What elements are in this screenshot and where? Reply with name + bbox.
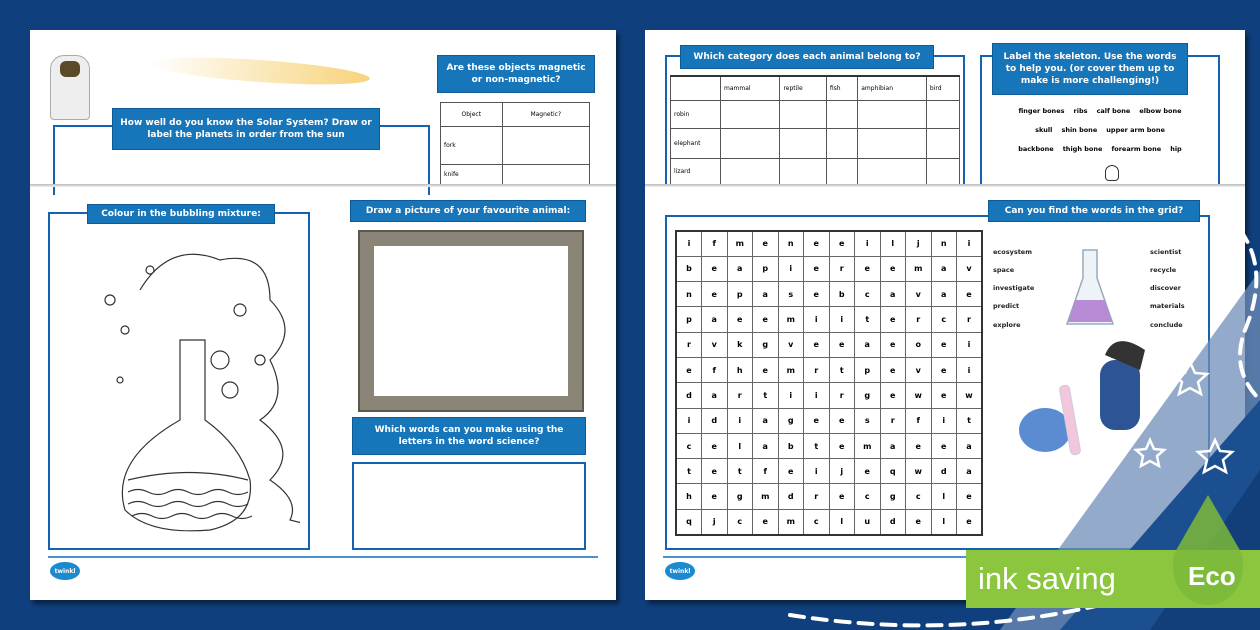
grid-cell[interactable]: b xyxy=(829,282,855,307)
grid-cell[interactable]: a xyxy=(931,282,957,307)
grid-cell[interactable]: a xyxy=(957,433,983,458)
grid-cell[interactable]: e xyxy=(931,433,957,458)
word-left: explore xyxy=(993,321,1021,329)
grid-cell[interactable]: e xyxy=(957,484,983,509)
grid-cell[interactable]: i xyxy=(855,231,881,256)
grid-cell[interactable]: e xyxy=(931,357,957,382)
grid-cell[interactable]: m xyxy=(855,433,881,458)
grid-cell[interactable]: v xyxy=(906,282,932,307)
eco-label: Eco xyxy=(1188,561,1236,591)
grid-cell[interactable]: a xyxy=(753,282,779,307)
grid-cell[interactable]: e xyxy=(702,282,728,307)
grid-cell[interactable]: m xyxy=(778,509,804,534)
grid-cell[interactable]: i xyxy=(804,383,830,408)
grid-cell[interactable]: e xyxy=(804,332,830,357)
grid-cell[interactable]: m xyxy=(753,484,779,509)
grid-cell[interactable]: i xyxy=(957,357,983,382)
grid-cell[interactable]: e xyxy=(804,256,830,281)
grid-cell[interactable]: t xyxy=(676,459,702,484)
grid-cell[interactable]: p xyxy=(855,357,881,382)
grid-cell[interactable]: t xyxy=(804,433,830,458)
grid-cell[interactable]: a xyxy=(753,408,779,433)
word-left: investigate xyxy=(993,284,1035,292)
grid-cell[interactable]: a xyxy=(727,256,753,281)
grid-cell[interactable]: i xyxy=(931,408,957,433)
magnetic-row: fork xyxy=(441,127,503,165)
word-right: conclude xyxy=(1150,321,1183,329)
draw-animal-title: Draw a picture of your favourite animal: xyxy=(350,200,586,222)
grid-cell[interactable]: g xyxy=(778,408,804,433)
grid-cell[interactable]: e xyxy=(702,484,728,509)
word-left: predict xyxy=(993,302,1020,310)
grid-cell[interactable]: i xyxy=(778,383,804,408)
grid-cell[interactable]: r xyxy=(727,383,753,408)
grid-cell[interactable]: f xyxy=(702,231,728,256)
grid-cell[interactable]: c xyxy=(804,509,830,534)
grid-cell[interactable]: e xyxy=(855,256,881,281)
grid-cell[interactable]: w xyxy=(957,383,983,408)
category-table: mammal reptile fish amphibian bird robin elephant lizard xyxy=(670,75,960,185)
grid-cell[interactable]: e xyxy=(829,484,855,509)
grid-cell[interactable]: d xyxy=(931,459,957,484)
grid-cell[interactable]: k xyxy=(727,332,753,357)
grid-cell[interactable]: h xyxy=(727,357,753,382)
grid-cell[interactable]: s xyxy=(778,282,804,307)
grid-cell[interactable]: e xyxy=(753,357,779,382)
grid-cell[interactable]: r xyxy=(906,307,932,332)
grid-cell[interactable]: c xyxy=(906,484,932,509)
grid-cell[interactable]: e xyxy=(880,383,906,408)
grid-cell[interactable]: p xyxy=(753,256,779,281)
grid-cell[interactable]: f xyxy=(702,357,728,382)
grid-cell[interactable]: a xyxy=(702,383,728,408)
grid-cell[interactable]: e xyxy=(702,256,728,281)
grid-cell[interactable]: u xyxy=(855,509,881,534)
grid-cell[interactable]: e xyxy=(804,231,830,256)
grid-cell[interactable]: t xyxy=(957,408,983,433)
grid-cell[interactable]: l xyxy=(727,433,753,458)
science-words-title: Which words can you make using the letters in the word science? xyxy=(352,417,586,455)
grid-cell[interactable]: a xyxy=(957,459,983,484)
grid-cell[interactable]: v xyxy=(778,332,804,357)
twinkl-logo: twinkl xyxy=(50,562,80,580)
magnetic-table: Object Magnetic? fork knife xyxy=(440,102,590,185)
word-left: space xyxy=(993,266,1015,274)
grid-cell[interactable]: m xyxy=(906,256,932,281)
grid-cell[interactable]: o xyxy=(906,332,932,357)
grid-cell[interactable]: e xyxy=(753,509,779,534)
grid-cell[interactable]: p xyxy=(676,307,702,332)
grid-cell[interactable]: f xyxy=(906,408,932,433)
grid-cell[interactable]: i xyxy=(804,307,830,332)
grid-cell[interactable]: p xyxy=(727,282,753,307)
word-right: scientist xyxy=(1150,248,1182,256)
grid-cell[interactable]: e xyxy=(702,433,728,458)
grid-cell[interactable]: e xyxy=(880,357,906,382)
grid-cell[interactable]: i xyxy=(957,231,983,256)
grid-cell[interactable]: v xyxy=(702,332,728,357)
grid-cell[interactable]: a xyxy=(880,282,906,307)
word-left: ecosystem xyxy=(993,248,1032,256)
grid-cell[interactable]: r xyxy=(880,408,906,433)
grid-cell[interactable]: e xyxy=(753,307,779,332)
word-right: materials xyxy=(1150,302,1185,310)
grid-cell[interactable]: e xyxy=(880,307,906,332)
grid-cell[interactable]: l xyxy=(880,231,906,256)
grid-cell[interactable]: r xyxy=(957,307,983,332)
animal-row: elephant xyxy=(671,128,721,158)
solar-system-title: How well do you know the Solar System? Draw or label the planets in order from the sun xyxy=(112,108,380,150)
grid-cell[interactable]: j xyxy=(906,231,932,256)
wordsearch-title: Can you find the words in the grid? xyxy=(988,200,1200,222)
grid-cell[interactable]: a xyxy=(753,433,779,458)
grid-cell[interactable]: l xyxy=(829,509,855,534)
skeleton-word-bank: finger bones ribs calf bone elbow bone skull shin bone upper arm bone backbone thigh bone forearm bone hip xyxy=(1018,107,1182,153)
grid-cell[interactable]: a xyxy=(931,256,957,281)
grid-cell[interactable]: t xyxy=(855,307,881,332)
grid-cell[interactable]: c xyxy=(931,307,957,332)
grid-cell[interactable]: e xyxy=(778,459,804,484)
grid-cell[interactable]: q xyxy=(880,459,906,484)
grid-cell[interactable]: e xyxy=(906,433,932,458)
grid-cell[interactable]: r xyxy=(829,256,855,281)
grid-cell[interactable]: a xyxy=(855,332,881,357)
grid-cell[interactable]: v xyxy=(906,357,932,382)
grid-cell[interactable]: w xyxy=(906,383,932,408)
grid-cell[interactable]: m xyxy=(778,357,804,382)
animal-row: robin xyxy=(671,100,721,128)
ink-saving-badge xyxy=(966,550,1260,608)
grid-cell[interactable]: w xyxy=(906,459,932,484)
grid-cell[interactable]: e xyxy=(855,459,881,484)
grid-cell[interactable]: g xyxy=(855,383,881,408)
grid-cell[interactable]: s xyxy=(855,408,881,433)
grid-cell[interactable]: e xyxy=(931,332,957,357)
magnetic-title: Are these objects magnetic or non-magnetic? xyxy=(437,55,595,93)
grid-cell[interactable]: g xyxy=(880,484,906,509)
grid-cell[interactable]: c xyxy=(855,484,881,509)
grid-cell[interactable]: r xyxy=(829,383,855,408)
grid-cell[interactable]: m xyxy=(778,307,804,332)
grid-cell[interactable]: d xyxy=(676,383,702,408)
grid-cell[interactable]: e xyxy=(804,282,830,307)
grid-cell[interactable]: n xyxy=(778,231,804,256)
grid-cell[interactable]: e xyxy=(804,408,830,433)
grid-cell[interactable]: t xyxy=(753,383,779,408)
grid-cell[interactable]: e xyxy=(753,231,779,256)
grid-cell[interactable]: e xyxy=(931,383,957,408)
grid-cell[interactable]: l xyxy=(931,484,957,509)
twinkl-logo: twinkl xyxy=(665,562,695,580)
magnetic-row: knife xyxy=(441,165,503,185)
grid-cell[interactable]: r xyxy=(676,332,702,357)
grid-cell[interactable]: e xyxy=(957,282,983,307)
grid-cell[interactable]: t xyxy=(727,459,753,484)
grid-cell[interactable]: d xyxy=(778,484,804,509)
grid-cell[interactable]: e xyxy=(829,231,855,256)
word-right: discover xyxy=(1150,284,1181,292)
grid-cell[interactable]: e xyxy=(880,332,906,357)
grid-cell[interactable]: e xyxy=(829,408,855,433)
grid-cell[interactable]: r xyxy=(804,357,830,382)
colour-title: Colour in the bubbling mixture: xyxy=(87,204,275,224)
category-title: Which category does each animal belong to? xyxy=(680,45,934,69)
skeleton-title: Label the skeleton. Use the words to help you. (or cover them up to make is more challenging!) xyxy=(992,43,1188,95)
grid-cell[interactable]: l xyxy=(931,509,957,534)
grid-cell[interactable]: r xyxy=(804,484,830,509)
grid-cell[interactable]: j xyxy=(829,459,855,484)
grid-cell[interactable]: e xyxy=(880,256,906,281)
grid-cell[interactable]: c xyxy=(676,433,702,458)
grid-cell[interactable]: e xyxy=(727,307,753,332)
grid-cell[interactable]: n xyxy=(676,282,702,307)
grid-cell[interactable]: f xyxy=(753,459,779,484)
grid-cell[interactable]: c xyxy=(727,509,753,534)
grid-cell[interactable]: i xyxy=(957,332,983,357)
grid-cell[interactable]: v xyxy=(957,256,983,281)
grid-cell[interactable]: d xyxy=(702,408,728,433)
grid-cell[interactable]: e xyxy=(906,509,932,534)
grid-cell[interactable]: i xyxy=(727,408,753,433)
grid-cell[interactable]: e xyxy=(957,509,983,534)
grid-cell[interactable]: i xyxy=(804,459,830,484)
grid-cell[interactable]: d xyxy=(880,509,906,534)
word-right: recycle xyxy=(1150,266,1177,274)
grid-cell[interactable]: e xyxy=(829,433,855,458)
grid-cell[interactable]: a xyxy=(880,433,906,458)
grid-cell[interactable]: e xyxy=(702,459,728,484)
grid-cell[interactable]: b xyxy=(676,256,702,281)
grid-cell[interactable]: i xyxy=(829,307,855,332)
grid-cell[interactable]: i xyxy=(676,231,702,256)
grid-cell[interactable]: e xyxy=(829,332,855,357)
scientist-illustration xyxy=(1019,341,1145,455)
grid-cell[interactable]: b xyxy=(778,433,804,458)
animal-row: lizard xyxy=(671,158,721,184)
grid-cell[interactable]: c xyxy=(855,282,881,307)
grid-cell[interactable]: h xyxy=(676,484,702,509)
grid-cell[interactable]: a xyxy=(702,307,728,332)
grid-cell[interactable]: q xyxy=(676,509,702,534)
grid-cell[interactable]: j xyxy=(702,509,728,534)
grid-cell[interactable]: i xyxy=(778,256,804,281)
grid-cell[interactable]: i xyxy=(676,408,702,433)
ink-saving-label: ink saving xyxy=(978,561,1116,596)
grid-cell[interactable]: m xyxy=(727,231,753,256)
grid-cell[interactable]: t xyxy=(829,357,855,382)
grid-cell[interactable]: g xyxy=(727,484,753,509)
grid-cell[interactable]: e xyxy=(676,357,702,382)
grid-cell[interactable]: n xyxy=(931,231,957,256)
grid-cell[interactable]: g xyxy=(753,332,779,357)
